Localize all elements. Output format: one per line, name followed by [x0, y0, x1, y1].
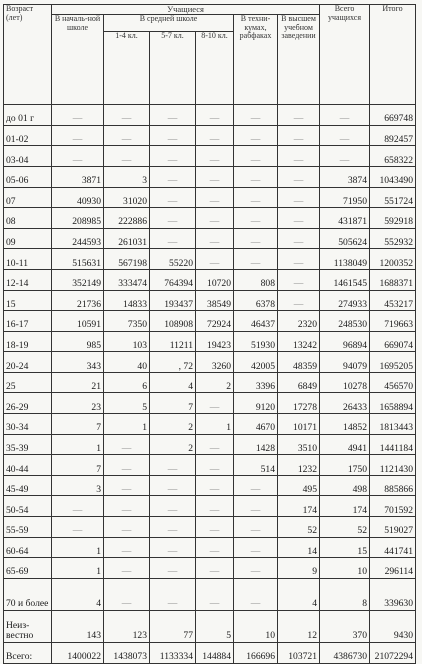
value-cell: — — [278, 290, 320, 311]
value-cell: 14 — [278, 537, 320, 558]
value-cell: — — [196, 558, 234, 579]
table-row — [4, 228, 416, 249]
value-cell: 12 — [278, 610, 320, 642]
value-cell: 123 — [104, 610, 150, 642]
value-cell: 174 — [320, 496, 370, 517]
header-secondary: В средней школе — [104, 15, 234, 32]
value-cell: — — [196, 455, 234, 476]
value-cell: 2 — [196, 372, 234, 393]
value-cell: 222886 — [104, 208, 150, 229]
value-cell: 495 — [278, 475, 320, 496]
value-cell: 10 — [234, 610, 278, 642]
table-row — [4, 249, 416, 270]
value-cell: 514 — [234, 455, 278, 476]
header-students: Учащиеся — [52, 5, 320, 15]
value-cell: — — [196, 393, 234, 414]
value-cell: 19423 — [196, 331, 234, 352]
value-cell: — — [150, 146, 196, 167]
value-cell: 96894 — [320, 331, 370, 352]
value-cell: 3510 — [278, 434, 320, 455]
value-cell: 248530 — [320, 311, 370, 332]
value-cell: 166696 — [234, 642, 278, 663]
table-row — [4, 496, 416, 517]
value-cell: 453217 — [370, 290, 416, 311]
value-cell: 31020 — [104, 187, 150, 208]
value-cell: — — [104, 578, 150, 610]
value-cell: 505624 — [320, 228, 370, 249]
value-cell: 94079 — [320, 352, 370, 373]
table-row — [4, 269, 416, 290]
value-cell: 3396 — [234, 372, 278, 393]
value-cell: — — [196, 166, 234, 187]
table-row — [4, 393, 416, 414]
table-row — [4, 311, 416, 332]
age-cell: 40-44 — [4, 455, 52, 476]
value-cell: — — [278, 125, 320, 146]
value-cell: — — [234, 187, 278, 208]
value-cell: 51930 — [234, 331, 278, 352]
value-cell: 52 — [278, 517, 320, 538]
value-cell: — — [150, 475, 196, 496]
value-cell: — — [234, 249, 278, 270]
value-cell: — — [234, 496, 278, 517]
value-cell: 40 — [104, 352, 150, 373]
value-cell: 2 — [150, 434, 196, 455]
table-header — [4, 5, 416, 105]
value-cell: — — [278, 208, 320, 229]
age-cell: Всего: — [4, 642, 52, 663]
value-cell: 701592 — [370, 496, 416, 517]
header-grade-8-10: 8-10 кл. — [196, 32, 234, 105]
value-cell: 21736 — [52, 290, 104, 311]
table-row — [4, 414, 416, 435]
value-cell: 343 — [52, 352, 104, 373]
value-cell: 764394 — [150, 269, 196, 290]
age-cell: 09 — [4, 228, 52, 249]
census-students-table — [3, 4, 416, 664]
value-cell: — — [196, 578, 234, 610]
value-cell: 985 — [52, 331, 104, 352]
table-row — [4, 187, 416, 208]
age-cell: 08 — [4, 208, 52, 229]
value-cell: — — [196, 208, 234, 229]
value-cell: 103 — [104, 331, 150, 352]
value-cell: — — [104, 496, 150, 517]
value-cell: 3871 — [52, 166, 104, 187]
value-cell: — — [234, 125, 278, 146]
value-cell: — — [104, 455, 150, 476]
value-cell: 1658894 — [370, 393, 416, 414]
value-cell: 274933 — [320, 290, 370, 311]
total-row — [4, 642, 416, 663]
value-cell: — — [320, 146, 370, 167]
value-cell: 3 — [104, 166, 150, 187]
value-cell: 1695205 — [370, 352, 416, 373]
value-cell: 4 — [150, 372, 196, 393]
header-technical: В техни-кумах, рабфаках — [234, 15, 278, 105]
value-cell: 9 — [278, 558, 320, 579]
age-cell: 65-69 — [4, 558, 52, 579]
value-cell: 4670 — [234, 414, 278, 435]
value-cell: 77 — [150, 610, 196, 642]
value-cell: 11211 — [150, 331, 196, 352]
value-cell: 1 — [104, 414, 150, 435]
value-cell: — — [278, 249, 320, 270]
value-cell: — — [196, 105, 234, 126]
table-row — [4, 578, 416, 610]
value-cell: 14852 — [320, 414, 370, 435]
value-cell: 1138049 — [320, 249, 370, 270]
value-cell: — — [150, 496, 196, 517]
value-cell: 2 — [150, 414, 196, 435]
value-cell: — — [150, 166, 196, 187]
value-cell: 441741 — [370, 537, 416, 558]
value-cell: — — [234, 578, 278, 610]
value-cell: — — [234, 166, 278, 187]
value-cell: — — [104, 146, 150, 167]
value-cell: — — [196, 496, 234, 517]
value-cell: — — [196, 475, 234, 496]
table-row — [4, 537, 416, 558]
value-cell: 885866 — [370, 475, 416, 496]
age-cell: 12-14 — [4, 269, 52, 290]
value-cell: 4386730 — [320, 642, 370, 663]
age-cell: 05-06 — [4, 166, 52, 187]
value-cell: 519027 — [370, 517, 416, 538]
value-cell: — — [104, 537, 150, 558]
value-cell: 1813443 — [370, 414, 416, 435]
value-cell: — — [234, 558, 278, 579]
value-cell: 1 — [52, 537, 104, 558]
table-row — [4, 105, 416, 126]
value-cell: — — [234, 105, 278, 126]
value-cell: 55220 — [150, 249, 196, 270]
value-cell: 6378 — [234, 290, 278, 311]
header-total-students: Всего учащихся — [320, 5, 370, 105]
table-row — [4, 166, 416, 187]
value-cell: 1 — [52, 558, 104, 579]
value-cell: — — [234, 475, 278, 496]
header-higher: В высшем учебном заведении — [278, 15, 320, 105]
value-cell: — — [52, 517, 104, 538]
value-cell: 296114 — [370, 558, 416, 579]
value-cell: 3 — [52, 475, 104, 496]
header-grade-5-7: 5-7 кл. — [150, 32, 196, 105]
value-cell: 103721 — [278, 642, 320, 663]
value-cell: 515631 — [52, 249, 104, 270]
value-cell: — — [104, 558, 150, 579]
value-cell: 10720 — [196, 269, 234, 290]
value-cell: 10 — [320, 558, 370, 579]
age-cell: 10-11 — [4, 249, 52, 270]
value-cell: 5 — [196, 610, 234, 642]
table-row — [4, 290, 416, 311]
value-cell: — — [278, 146, 320, 167]
value-cell: 1133334 — [150, 642, 196, 663]
value-cell: 1750 — [320, 455, 370, 476]
value-cell: — — [278, 269, 320, 290]
table-row — [4, 558, 416, 579]
value-cell: — — [196, 537, 234, 558]
age-cell: 07 — [4, 187, 52, 208]
value-cell: 7 — [52, 455, 104, 476]
value-cell: 1200352 — [370, 249, 416, 270]
value-cell: 208985 — [52, 208, 104, 229]
value-cell: — — [150, 228, 196, 249]
value-cell: — — [104, 125, 150, 146]
value-cell: 71950 — [320, 187, 370, 208]
value-cell: 1441184 — [370, 434, 416, 455]
value-cell: 719663 — [370, 311, 416, 332]
value-cell: 8 — [320, 578, 370, 610]
value-cell: 1688371 — [370, 269, 416, 290]
table-row — [4, 610, 416, 642]
value-cell: 1232 — [278, 455, 320, 476]
value-cell: — — [234, 517, 278, 538]
table-row — [4, 352, 416, 373]
value-cell: 3874 — [320, 166, 370, 187]
header-row-1 — [4, 5, 416, 15]
value-cell: 4 — [278, 578, 320, 610]
header-grade-1-4: 1-4 кл. — [104, 32, 150, 105]
age-cell: 45-49 — [4, 475, 52, 496]
table-row — [4, 372, 416, 393]
value-cell: 352149 — [52, 269, 104, 290]
age-cell: 20-24 — [4, 352, 52, 373]
value-cell: — — [150, 208, 196, 229]
value-cell: 9120 — [234, 393, 278, 414]
value-cell: 339630 — [370, 578, 416, 610]
value-cell: — — [278, 105, 320, 126]
value-cell: 144884 — [196, 642, 234, 663]
age-cell: 70 и более — [4, 578, 52, 610]
value-cell: 10591 — [52, 311, 104, 332]
age-cell: 15 — [4, 290, 52, 311]
value-cell: 17278 — [278, 393, 320, 414]
header-age: Возраст (лет) — [4, 5, 52, 105]
age-cell: до 01 г — [4, 105, 52, 126]
value-cell: — — [150, 537, 196, 558]
value-cell: 10171 — [278, 414, 320, 435]
value-cell: 7350 — [104, 311, 150, 332]
value-cell: — — [52, 125, 104, 146]
table-body — [4, 105, 416, 664]
value-cell: 108908 — [150, 311, 196, 332]
table-row — [4, 517, 416, 538]
value-cell: — — [196, 125, 234, 146]
value-cell: 4941 — [320, 434, 370, 455]
value-cell: 26433 — [320, 393, 370, 414]
age-cell: 60-64 — [4, 537, 52, 558]
value-cell: — — [104, 105, 150, 126]
table-row — [4, 434, 416, 455]
value-cell: — — [104, 434, 150, 455]
value-cell: — — [150, 558, 196, 579]
header-primary: В началь-ной школе — [52, 15, 104, 105]
value-cell: 21072294 — [370, 642, 416, 663]
value-cell: 669074 — [370, 331, 416, 352]
value-cell: — — [278, 228, 320, 249]
value-cell: 3260 — [196, 352, 234, 373]
value-cell: 892457 — [370, 125, 416, 146]
age-cell: 01-02 — [4, 125, 52, 146]
value-cell: 1 — [196, 414, 234, 435]
value-cell: 7 — [150, 393, 196, 414]
value-cell: — — [234, 146, 278, 167]
age-cell: Неиз-вестно — [4, 610, 52, 642]
value-cell: 6 — [104, 372, 150, 393]
age-cell: 26-29 — [4, 393, 52, 414]
value-cell: 658322 — [370, 146, 416, 167]
age-cell: 03-04 — [4, 146, 52, 167]
value-cell: 174 — [278, 496, 320, 517]
value-cell: 669748 — [370, 105, 416, 126]
age-cell: 16-17 — [4, 311, 52, 332]
value-cell: — — [150, 105, 196, 126]
value-cell: 52 — [320, 517, 370, 538]
value-cell: 592918 — [370, 208, 416, 229]
value-cell: 7 — [52, 414, 104, 435]
age-cell: 50-54 — [4, 496, 52, 517]
value-cell: 9430 — [370, 610, 416, 642]
value-cell: 46437 — [234, 311, 278, 332]
value-cell: — — [104, 475, 150, 496]
value-cell: 72924 — [196, 311, 234, 332]
value-cell: 456570 — [370, 372, 416, 393]
value-cell: — — [196, 434, 234, 455]
value-cell: — — [234, 537, 278, 558]
value-cell: 567198 — [104, 249, 150, 270]
value-cell: 551724 — [370, 187, 416, 208]
table-row — [4, 331, 416, 352]
value-cell: — — [150, 125, 196, 146]
header-grand-total: Итого — [370, 5, 416, 105]
value-cell: 5 — [104, 393, 150, 414]
value-cell: — — [320, 125, 370, 146]
value-cell: — — [150, 578, 196, 610]
value-cell: 13242 — [278, 331, 320, 352]
value-cell: — — [150, 517, 196, 538]
value-cell: — — [150, 187, 196, 208]
value-cell: 6849 — [278, 372, 320, 393]
value-cell: 38549 — [196, 290, 234, 311]
table-row — [4, 125, 416, 146]
value-cell: 370 — [320, 610, 370, 642]
value-cell: 431871 — [320, 208, 370, 229]
value-cell: , 72 — [150, 352, 196, 373]
value-cell: — — [234, 228, 278, 249]
value-cell: 1438073 — [104, 642, 150, 663]
value-cell: 1 — [52, 434, 104, 455]
value-cell: 1461545 — [320, 269, 370, 290]
value-cell: 1400022 — [52, 642, 104, 663]
value-cell: — — [52, 496, 104, 517]
value-cell: — — [196, 517, 234, 538]
age-cell: 35-39 — [4, 434, 52, 455]
value-cell: 552932 — [370, 228, 416, 249]
value-cell: 193437 — [150, 290, 196, 311]
value-cell: 261031 — [104, 228, 150, 249]
value-cell: 808 — [234, 269, 278, 290]
value-cell: 1043490 — [370, 166, 416, 187]
age-cell: 30-34 — [4, 414, 52, 435]
value-cell: 1121430 — [370, 455, 416, 476]
age-cell: 25 — [4, 372, 52, 393]
value-cell: — — [278, 187, 320, 208]
value-cell: — — [52, 146, 104, 167]
value-cell: 2320 — [278, 311, 320, 332]
value-cell: 48359 — [278, 352, 320, 373]
value-cell: — — [196, 187, 234, 208]
value-cell: — — [320, 105, 370, 126]
age-cell: 18-19 — [4, 331, 52, 352]
table-row — [4, 475, 416, 496]
value-cell: — — [104, 517, 150, 538]
table-row — [4, 455, 416, 476]
value-cell: 40930 — [52, 187, 104, 208]
value-cell: 15 — [320, 537, 370, 558]
value-cell: 10278 — [320, 372, 370, 393]
value-cell: — — [196, 146, 234, 167]
table-row — [4, 146, 416, 167]
value-cell: — — [150, 455, 196, 476]
value-cell: — — [196, 228, 234, 249]
value-cell: 498 — [320, 475, 370, 496]
value-cell: 4 — [52, 578, 104, 610]
table-row — [4, 208, 416, 229]
age-cell: 55-59 — [4, 517, 52, 538]
value-cell: 143 — [52, 610, 104, 642]
value-cell: — — [278, 166, 320, 187]
value-cell: 23 — [52, 393, 104, 414]
value-cell: 14833 — [104, 290, 150, 311]
value-cell: 1428 — [234, 434, 278, 455]
value-cell: — — [52, 105, 104, 126]
value-cell: 21 — [52, 372, 104, 393]
value-cell: — — [196, 249, 234, 270]
value-cell: 42005 — [234, 352, 278, 373]
value-cell: — — [234, 208, 278, 229]
value-cell: 244593 — [52, 228, 104, 249]
value-cell: 333474 — [104, 269, 150, 290]
